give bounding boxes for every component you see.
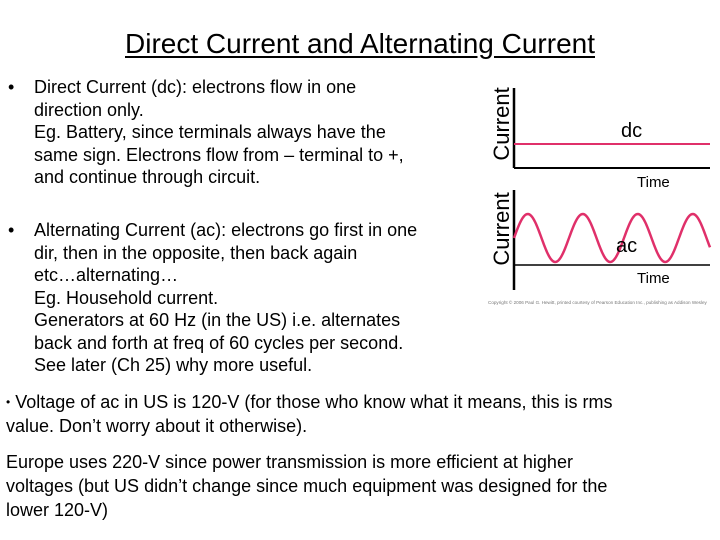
bullet-marker: • [8, 220, 15, 240]
dc-tag: dc [621, 120, 643, 142]
ac-graph [489, 190, 710, 290]
text-line: See later (Ch 25) why more useful. [34, 355, 313, 375]
ac-xlabel: Time [637, 270, 670, 287]
text-line: Eg. Battery, since terminals always have the [34, 122, 386, 142]
bullet-marker: • [6, 395, 11, 409]
text-line: value. Don’t worry about it otherwise). [6, 416, 308, 436]
copyright-note: Copyright © 2006 Paul G. Hewitt, printed courtesy of Pearson Education Inc., publishing as Addison Wesley [488, 300, 707, 305]
text-line: Direct Current (dc): electrons flow in one [34, 77, 357, 97]
text-line: dir, then in the opposite, then back again [34, 242, 358, 263]
text-line: back and forth at freq of 60 cycles per second. [34, 332, 404, 353]
text-line: Alternating Current (ac): electrons go first in one [34, 220, 418, 240]
ac-ylabel: Current [489, 192, 514, 266]
slide-title: Direct Current and Alternating Current [125, 28, 595, 59]
text-line: lower 120-V) [6, 500, 109, 520]
bullet-dc-text [34, 76, 404, 189]
ac-current-wave [514, 214, 710, 262]
text-line: same sign. Electrons flow from – terminal to +, [34, 144, 404, 165]
current-figure [484, 84, 712, 309]
text-line: Europe uses 220-V since power transmission is more efficient at higher [6, 452, 573, 472]
text-line: etc…alternating… [34, 265, 179, 285]
text-line: Eg. Household current. [34, 287, 219, 308]
text-line: and continue through circuit. [34, 167, 261, 187]
bullet-marker: • [8, 77, 15, 97]
text-line: voltages (but US didn’t change since much equipment was designed for the [6, 476, 608, 496]
dc-graph [489, 87, 710, 191]
bullet-ac-text [34, 219, 417, 377]
europe-paragraph [6, 450, 706, 522]
text-line: Generators at 60 Hz (in the US) i.e. alternates [34, 310, 401, 330]
text-line: Voltage of ac in US is 120-V (for those who know what it means, this is rms [10, 392, 613, 412]
bullet-voltage [6, 390, 706, 438]
ac-tag: ac [616, 235, 638, 257]
dc-xlabel: Time [637, 174, 670, 191]
dc-ylabel: Current [489, 87, 514, 161]
text-line: direction only. [34, 99, 144, 120]
